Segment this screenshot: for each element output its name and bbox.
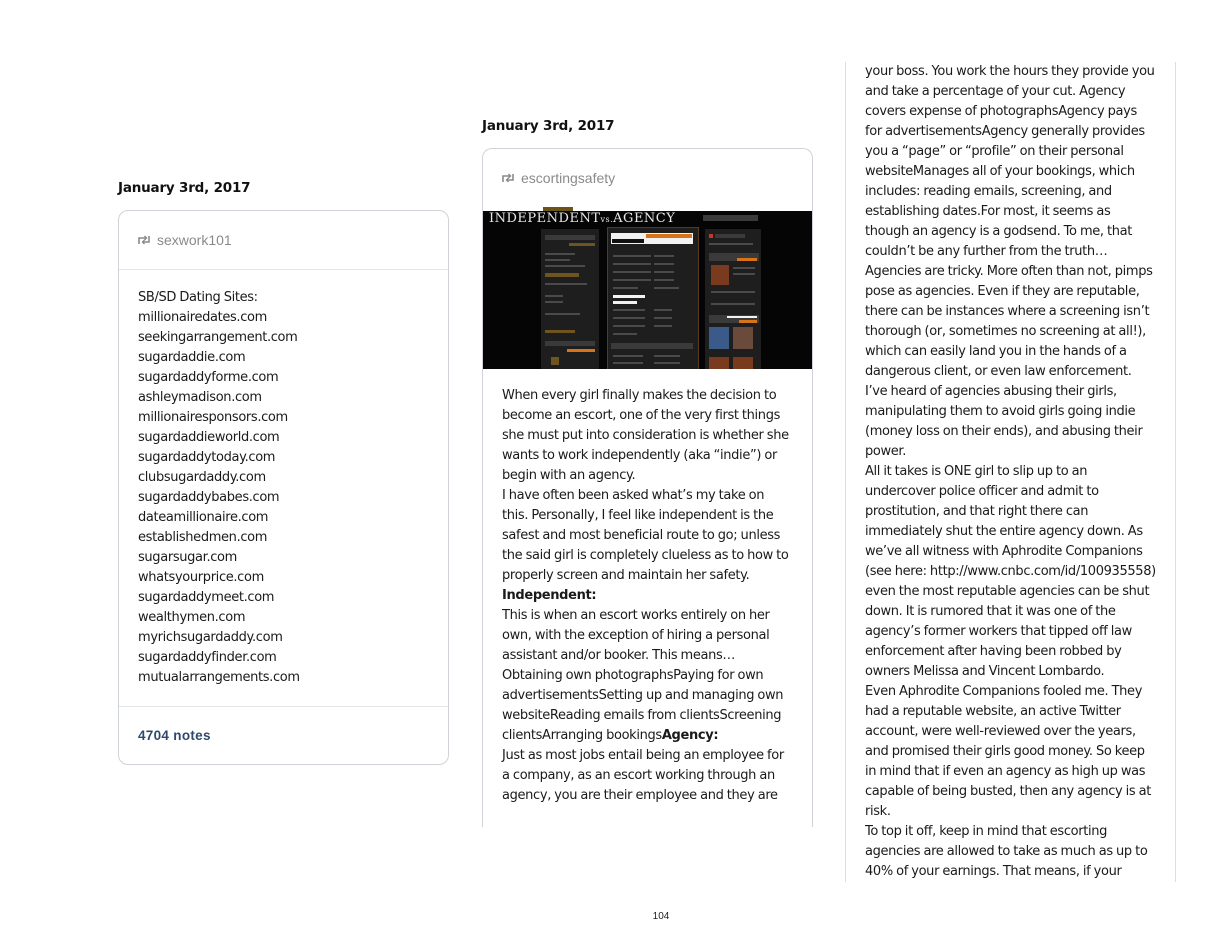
list-item: seekingarrangement.com xyxy=(138,330,298,345)
post-author-link[interactable]: sexwork101 xyxy=(157,232,232,248)
list-item: millionairedates.com xyxy=(138,310,267,325)
list-item: mutualarrangements.com xyxy=(138,670,300,685)
list-heading: SB/SD Dating Sites: xyxy=(138,290,258,305)
paragraph: When every girl finally makes the decision to become an escort, one of the very first things she must put into consideration is whether she wants to work independently (aka “indie”) or begin with an agency. xyxy=(502,388,789,483)
post-card-sexwork101 xyxy=(118,210,449,765)
paragraph: This is when an escort works entirely on her own, with the exception of hiring a personal assistant and/or booker. This means…Obtaining own photographsPaying for own advertisementsSetting up and managing own websiteReading emails from clientsScreening clientsArranging bookingsAgency: xyxy=(502,608,784,743)
paragraph: your boss. You work the hours they provide you and take a percentage of your cut. Agency covers expense of photographsAgency pays for advertisementsAgency generally provides you a “page” or “profile” on their personal websiteManages all of your bookings, which includes: reading emails, screening, and establishing dates.For most, it seems as though an agency is a godsend. To me, that couldn’t be any further from the truth… xyxy=(865,64,1155,259)
paragraph: To top it off, keep in mind that escorting agencies are allowed to take as much as up to 40% of your earnings. That means, if your xyxy=(865,824,1148,879)
list-item: establishedmen.com xyxy=(138,530,268,545)
post-body-continuation xyxy=(845,62,1176,882)
post-author-link[interactable]: escortingsafety xyxy=(521,170,616,186)
post-body xyxy=(483,369,812,806)
post-header xyxy=(483,149,812,207)
reblog-icon xyxy=(502,173,515,183)
list-item: whatsyourprice.com xyxy=(138,570,264,585)
post-card-escortingsafety xyxy=(482,148,813,827)
paragraph: Just as most jobs entail being an employee for a company, as an escort working through an agency, you are their employee and they are xyxy=(502,748,784,803)
list-item: dateamillionaire.com xyxy=(138,510,269,525)
list-item: clubsugardaddy.com xyxy=(138,470,266,485)
list-item: wealthymen.com xyxy=(138,610,246,625)
paragraph: All it takes is ONE girl to slip up to an undercover police officer and admit to prostitution, and that right there can immediately shut the entire agency down. As we’ve all witness with Aphrodite Companions (see here: http://www.cnbc.com/id/100935558) even the most reputable agencies can be shut down. It is rumored that it was one of the agency’s former workers that tipped off law enforcement after having been robbed by owners Melissa and Vincent Lombardo. xyxy=(865,464,1156,679)
section-heading-agency: Agency: xyxy=(661,728,719,743)
paragraph: Even Aphrodite Companions fooled me. They had a reputable website, an active Twitter account, were well-reviewed over the years, and promised their girls good money. So keep in mind that if even an agency as high up was capable of being busted, then any agency is at risk. xyxy=(865,684,1151,819)
list-item: sugardaddybabes.com xyxy=(138,490,280,505)
post-body xyxy=(119,270,448,707)
list-item: sugarsugar.com xyxy=(138,550,237,565)
list-item: ashleymadison.com xyxy=(138,390,262,405)
paragraph: I have often been asked what’s my take on this. Personally, I feel like independent is the safest and most beneficial route to go; unless the said girl is completely clueless as to how to properly screen and maintain her safety. xyxy=(502,488,789,583)
post-header xyxy=(119,211,448,270)
post-date: January 3rd, 2017 xyxy=(118,180,251,196)
paragraph: Agencies are tricky. More often than not, pimps pose as agencies. Even if they are reputable, there can be instances where a screening isn’t thorough (or, sometimes no screening at all!), which can easily land you in the hands of a dangerous client, or even law enforcement. I’ve heard of agencies abusing their girls, manipulating them to avoid girls going indie (money loss on their ends), and abusing their power. xyxy=(865,264,1153,459)
list-item: sugardaddyforme.com xyxy=(138,370,279,385)
image-title: INDEPENDENTvs.AGENCY xyxy=(489,211,676,226)
reblog-icon xyxy=(138,235,151,245)
list-item: millionairesponsors.com xyxy=(138,410,288,425)
notes-count[interactable]: 4704 notes xyxy=(138,728,211,743)
page-number: 104 xyxy=(652,911,670,922)
list-item: myrichsugardaddy.com xyxy=(138,630,283,645)
list-item: sugardaddymeet.com xyxy=(138,590,275,605)
list-item: sugardaddieworld.com xyxy=(138,430,280,445)
list-item: sugardaddie.com xyxy=(138,350,246,365)
post-date: January 3rd, 2017 xyxy=(482,118,615,134)
list-item: sugardaddyfinder.com xyxy=(138,650,277,665)
list-item: sugardaddytoday.com xyxy=(138,450,276,465)
post-image-independent-vs-agency[interactable] xyxy=(483,207,813,369)
section-heading-independent: Independent: xyxy=(502,588,597,603)
